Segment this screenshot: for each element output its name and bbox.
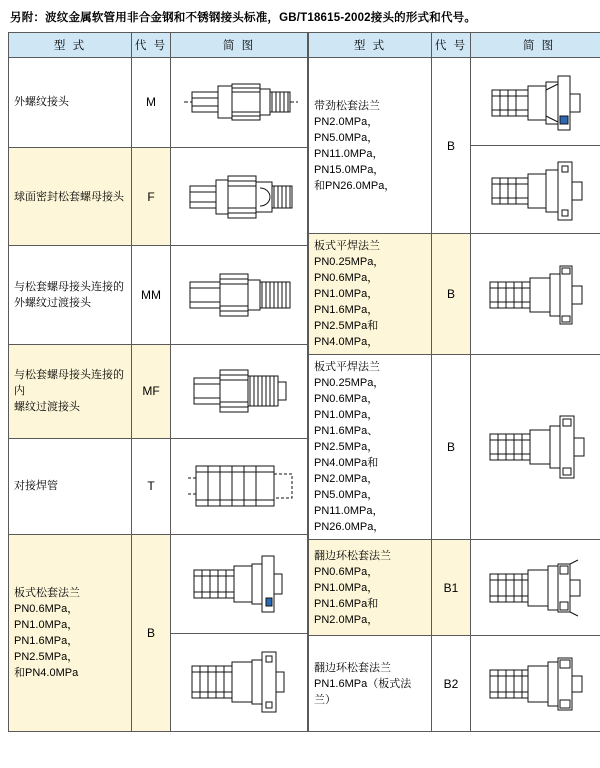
ribbed-loose-flange-diagram-1 <box>471 58 600 146</box>
left-table-body <box>9 58 308 732</box>
header-figure: 简 图 <box>471 33 600 58</box>
table-header-row <box>9 33 308 58</box>
table-row <box>309 355 600 540</box>
male-thread-transition-fitting-diagram <box>171 246 308 344</box>
type-name-line: PN1.6MPa和PN2.0MPa， <box>314 597 379 626</box>
row-type-name <box>9 344 132 438</box>
type-name-line: PN0.6MPa，PN1.0MPa， <box>314 565 379 594</box>
type-name-line: 带劲松套法兰 <box>314 99 380 112</box>
row-type-name <box>9 147 132 245</box>
type-name-line: 板式平焊法兰 <box>314 361 380 373</box>
ribbed-loose-flange-diagram-2 <box>471 146 600 234</box>
type-name-line: 外螺纹接头 <box>14 96 69 109</box>
type-name-line: PN0.6MPa，PN1.0MPa， <box>14 603 79 632</box>
type-name-line: PN2.0MPa，PN5.0MPa， <box>314 473 379 501</box>
type-name-line: PN2.0MPa，PN5.0MPa， <box>314 115 379 144</box>
plate-loose-flange-diagram-1 <box>171 535 308 633</box>
left-table-head <box>9 33 308 58</box>
type-name-line: PN1.6MPa（板式法兰） <box>314 677 412 706</box>
table-row <box>309 58 600 146</box>
flanged-ring-loose-flange-diagram <box>471 540 600 636</box>
header-code: 代 号 <box>132 33 171 58</box>
table-row <box>309 234 600 355</box>
type-name-line: 翻边环松套法兰 <box>314 661 391 674</box>
table-row <box>9 344 308 438</box>
row-code: B <box>432 234 471 355</box>
table-row <box>9 147 308 245</box>
row-code: F <box>132 147 171 245</box>
header-figure: 简 图 <box>171 33 308 58</box>
row-code: MM <box>132 246 171 344</box>
type-name-line: PN1.0MPa，PN1.6MPa、 <box>314 409 379 437</box>
table-row <box>9 58 308 148</box>
left-table <box>8 32 308 732</box>
table-row <box>9 246 308 344</box>
type-name-line: 和PN4.0MPa <box>14 667 79 680</box>
type-name-line: 螺纹过渡接头 <box>14 401 80 414</box>
table-row <box>9 535 308 633</box>
row-type-name <box>9 58 132 148</box>
row-code: B <box>432 58 471 234</box>
type-name-line: 与松套螺母接头连接的内 <box>14 369 124 398</box>
type-name-line: 与松套螺母接头连接的 <box>14 280 124 293</box>
row-code: B1 <box>432 540 471 636</box>
flanged-ring-loose-flange-plate-diagram <box>471 636 600 732</box>
row-type-name <box>9 535 132 732</box>
row-code: M <box>132 58 171 148</box>
type-name-line: PN11.0MPa，PN26.0MPa， <box>314 505 385 533</box>
right-table-head <box>309 33 600 58</box>
type-name-line: PN11.0MPa，PN15.0MPa， <box>314 147 385 176</box>
right-table <box>308 32 600 732</box>
row-code: T <box>132 438 171 534</box>
type-name-line: 翻边环松套法兰 <box>314 549 391 562</box>
header-type: 型 式 <box>9 33 132 58</box>
type-name-line: 板式平焊法兰 <box>314 240 380 252</box>
type-name-line: PN2.5MPa和PN4.0MPa， <box>314 320 379 348</box>
male-thread-fitting-diagram <box>171 58 308 148</box>
type-name-line: 板式松套法兰 <box>14 587 80 600</box>
row-type-name <box>309 234 432 355</box>
spherical-seal-union-nut-fitting-diagram <box>171 147 308 245</box>
row-type-name <box>309 636 432 732</box>
row-code: B2 <box>432 636 471 732</box>
right-table-body <box>309 58 600 732</box>
type-name-line: PN0.25MPa，PN0.6MPa， <box>314 256 385 284</box>
type-name-line: 球面密封松套螺母接头 <box>14 190 124 203</box>
type-name-line: PN2.5MPa，PN4.0MPa和 <box>314 441 379 469</box>
row-code: B <box>132 535 171 732</box>
female-thread-transition-fitting-diagram <box>171 344 308 438</box>
table-header-row <box>309 33 600 58</box>
table-row <box>309 636 600 732</box>
row-code: B <box>432 355 471 540</box>
header-type: 型 式 <box>309 33 432 58</box>
table-row <box>309 540 600 636</box>
type-name-line: PN1.6MPa，PN2.5MPa， <box>14 635 79 664</box>
page-title: 另附：波纹金属软管用非合金钢和不锈钢接头标准，GB/T18615-2002接头的形式和代号。 <box>10 12 477 24</box>
table-row <box>9 438 308 534</box>
butt-weld-pipe-diagram <box>171 438 308 534</box>
type-name-line: PN1.0MPa，PN1.6MPa， <box>314 288 379 316</box>
fitting-type-tables <box>8 32 592 732</box>
type-name-line: 外螺纹过渡接头 <box>14 296 91 309</box>
plate-flat-welding-flange-diagram-2 <box>471 355 600 540</box>
row-type-name <box>9 438 132 534</box>
row-code: MF <box>132 344 171 438</box>
row-type-name <box>309 355 432 540</box>
row-type-name <box>9 246 132 344</box>
plate-loose-flange-diagram-2 <box>171 633 308 731</box>
row-type-name <box>309 540 432 636</box>
row-type-name <box>309 58 432 234</box>
type-name-line: 对接焊管 <box>14 480 58 493</box>
type-name-line: 和PN26.0MPa， <box>314 179 396 192</box>
plate-flat-welding-flange-diagram <box>471 234 600 355</box>
type-name-line: PN0.25MPa，PN0.6MPa， <box>314 377 385 405</box>
header-code: 代 号 <box>432 33 471 58</box>
